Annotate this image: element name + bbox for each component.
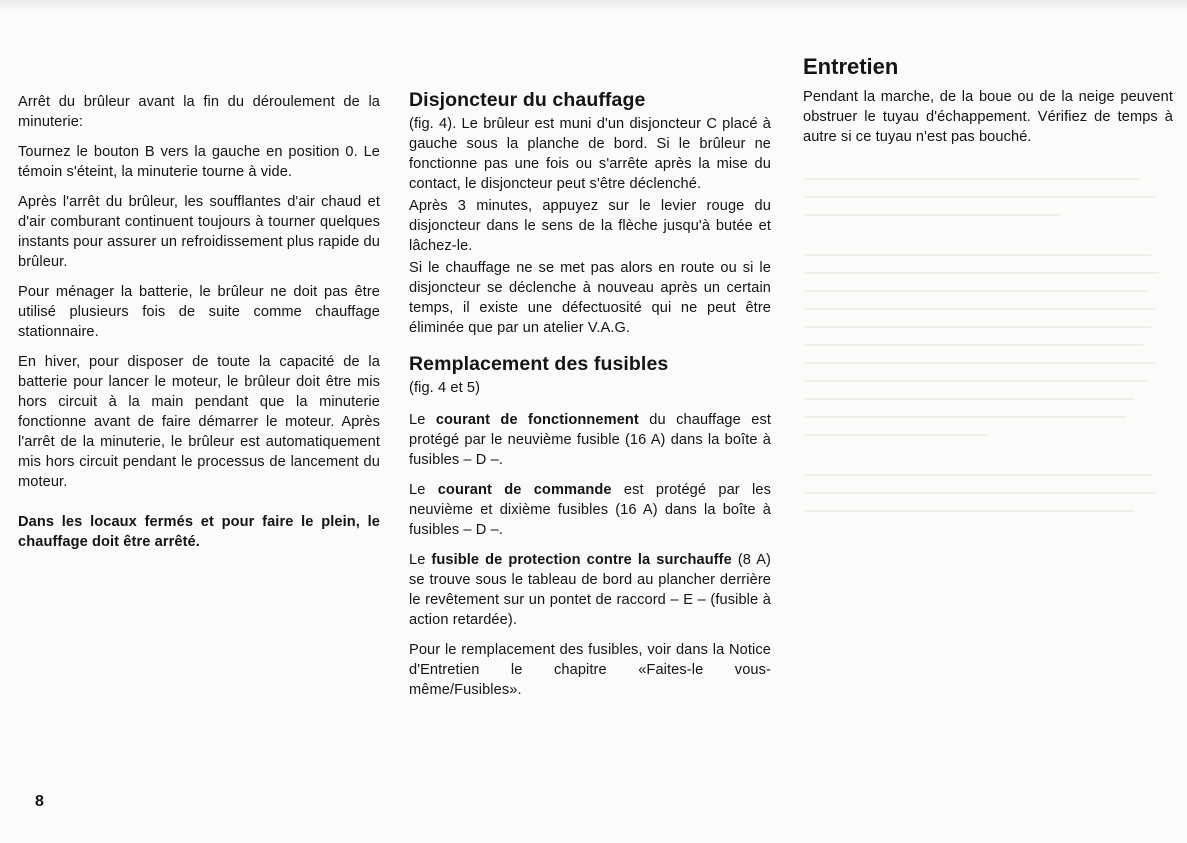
paragraph-turn-knob: Tournez le bouton B vers la gauche en position 0. Le témoin s'éteint, la minuterie tourne à vide. [18, 144, 380, 180]
paragraph-exhaust: Pendant la marche, de la boue ou de la neige peuvent obstruer le tuyau d'échappement. Vérifiez de temps à autre si ce tuyau n'est pas bouché. [803, 89, 1173, 145]
paragraph-battery: Pour ménager la batterie, le brûleur ne doit pas être utilisé plusieurs fois de suite comme chauffage stationnaire. [18, 284, 380, 340]
page-number: 8 [35, 793, 44, 810]
heading-fuse-replacement: Remplacement des fusibles [409, 353, 669, 375]
fig-reference: (fig. 4 et 5) [409, 380, 481, 396]
scan-edge-shadow [0, 0, 1187, 12]
paragraph-breaker-fault: Si le chauffage ne se met pas alors en route ou si le disjoncteur se déclenche à nouveau après un certain temps, il existe une défectuosité qui ne peut être éliminée que par un atelier V.A.G. [409, 260, 771, 336]
paragraph-stop-burner: Arrêt du brûleur avant la fin du déroulement de la minuterie: [18, 94, 380, 130]
right-column [803, 52, 1173, 157]
paragraph-breaker-location: (fig. 4). Le brûleur est muni d'un disjoncteur C placé à gauche sous la planche de bord. Si le brûleur ne fonctionne pas une fois ou s'arrête après la mise du contact, le disjoncteur peut s'être déclenché. [409, 116, 771, 192]
warning-closed-rooms: Dans les locaux fermés et pour faire le plein, le chauffage doit être arrêté. [18, 514, 380, 550]
paragraph-control-current: Le courant de commande est protégé par les neuvième et dixième fusibles (16 A) dans la boîte à fusibles – D –. [409, 482, 771, 538]
middle-column [409, 88, 771, 710]
bleed-through-text [805, 178, 1170, 528]
heading-circuit-breaker: Disjoncteur du chauffage [409, 89, 646, 111]
paragraph-overheat-fuse: Le fusible de protection contre la surchauffe (8 A) se trouve sous le tableau de bord au plancher derrière le revêtement sur un pontet de raccord – E – (fusible à action retardée). [409, 552, 771, 628]
heading-maintenance: Entretien [803, 54, 899, 79]
paragraph-fuse-reference: Pour le remplacement des fusibles, voir dans la Notice d'Entretien le chapitre «Faites-le vous-même/Fusibles». [409, 642, 771, 698]
paragraph-blowers: Après l'arrêt du brûleur, les soufflantes d'air chaud et d'air comburant continuent toujours à tourner quelques instants pour assurer un refroidissement plus rapide du brûleur. [18, 194, 380, 270]
paragraph-breaker-reset: Après 3 minutes, appuyez sur le levier rouge du disjoncteur dans le sens de la flèche jusqu'à butée et lâchez-le. [409, 198, 771, 254]
paragraph-operating-current: Le courant de fonctionnement du chauffage est protégé par le neuvième fusible (16 A) dans la boîte à fusibles – D –. [409, 412, 772, 468]
left-column [18, 92, 380, 562]
paragraph-winter: En hiver, pour disposer de toute la capacité de la batterie pour lancer le moteur, le brûleur doit être mis hors circuit à la main pendant que la minuterie fonctionne avant de faire démarrer le moteur. Après l'arrêt de la minuterie, le brûleur est automatiquement mis hors circuit pendant le processus de lancement du moteur. [18, 354, 380, 490]
